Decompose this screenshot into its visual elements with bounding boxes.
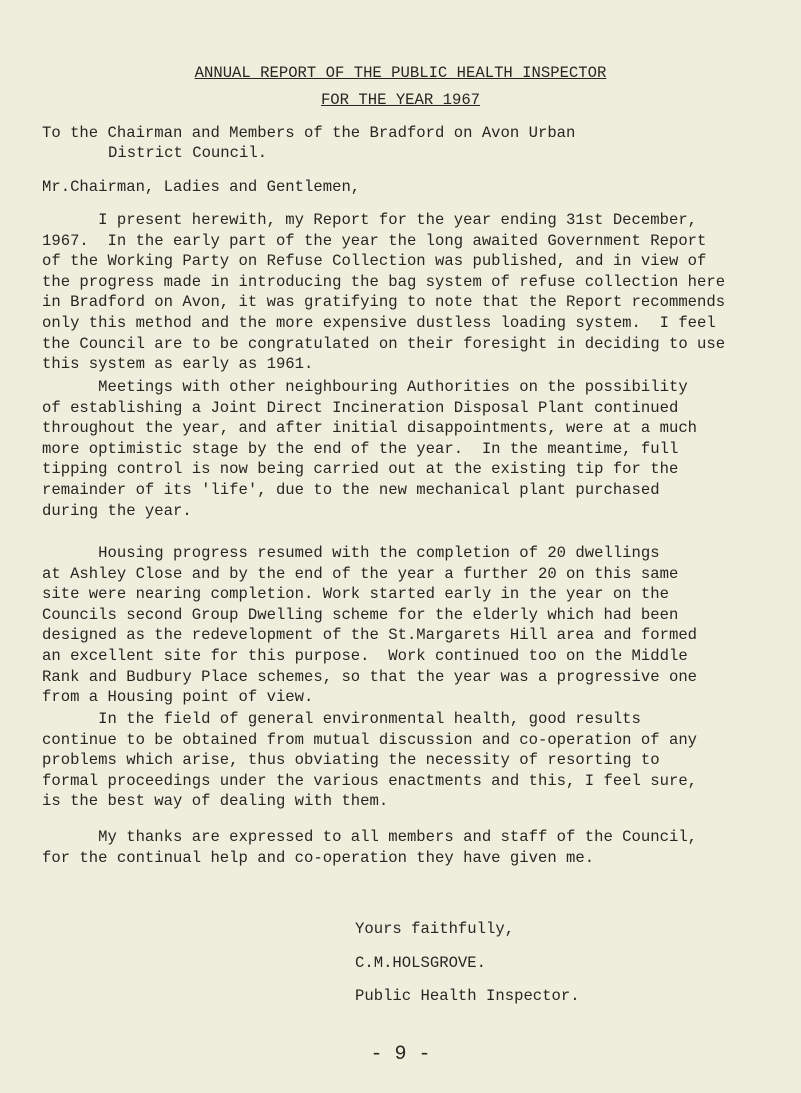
- paragraph-line: problems which arise, thus obviating the necessity of resorting to: [42, 751, 660, 770]
- paragraph-line: designed as the redevelopment of the St.Margarets Hill area and formed: [42, 626, 698, 645]
- paragraph-line: site were nearing completion. Work started early in the year on the: [42, 585, 669, 604]
- paragraph-line: more optimistic stage by the end of the year. In the meantime, full: [42, 439, 679, 458]
- paragraph-line: of the Working Party on Refuse Collection was published, and in view of: [42, 252, 707, 271]
- paragraph-line: Councils second Group Dwelling scheme for the elderly which had been: [42, 605, 679, 624]
- paragraph-line: in Bradford on Avon, it was gratifying to note that the Report recommends: [42, 293, 726, 312]
- paragraph-line: Meetings with other neighbouring Authorities on the possibility: [42, 378, 688, 396]
- paragraph-line: during the year.: [42, 501, 192, 520]
- paragraph-line: from a Housing point of view.: [42, 688, 314, 707]
- paragraph-line: the progress made in introducing the bag system of refuse collection here: [42, 272, 726, 291]
- paragraph-line: is the best way of dealing with them.: [42, 792, 389, 811]
- report-title: ANNUAL REPORT OF THE PUBLIC HEALTH INSPECTOR: [194, 64, 607, 82]
- report-subtitle: FOR THE YEAR 1967: [320, 91, 481, 109]
- role: Public Health Inspector.: [355, 987, 580, 1005]
- address-line: District Council.: [108, 144, 268, 162]
- paragraph-line: formal proceedings under the various enactments and this, I feel sure,: [42, 771, 698, 790]
- paragraph-line: the Council are to be congratulated on their foresight in deciding to use: [42, 334, 726, 353]
- paragraph-line: of establishing a Joint Direct Incineration Disposal Plant continued: [42, 398, 679, 417]
- paragraph-line: for the continual help and co-operation they have given me.: [42, 848, 595, 867]
- signature: C.M.HOLSGROVE.: [355, 954, 487, 972]
- address-line: To the Chairman and Members of the Bradford on Avon Urban: [42, 124, 576, 142]
- salutation: Mr.Chairman, Ladies and Gentlemen,: [42, 178, 361, 196]
- paragraph-line: at Ashley Close and by the end of the year a further 20 on this same: [42, 564, 679, 583]
- paragraph-line: Rank and Budbury Place schemes, so that the year was a progressive one: [42, 667, 698, 686]
- paragraph-line: only this method and the more expensive dustless loading system. I feel: [42, 314, 716, 332]
- paragraph-line: tipping control is now being carried out at the existing tip for the: [42, 460, 679, 479]
- paragraph-line: continue to be obtained from mutual discussion and co-operation of any: [42, 730, 698, 749]
- paragraph-line: remainder of its 'life', due to the new mechanical plant purchased: [42, 481, 660, 499]
- paragraph-line: In the field of general environmental health, good results: [42, 710, 641, 728]
- paragraph-line: an excellent site for this purpose. Work continued too on the Middle: [42, 647, 688, 665]
- paragraph-line: throughout the year, and after initial disappointments, were at a much: [42, 419, 698, 438]
- paragraph-line: My thanks are expressed to all members and staff of the Council,: [42, 828, 698, 846]
- closing: Yours faithfully,: [355, 920, 515, 938]
- paragraph-line: this system as early as 1961.: [42, 355, 314, 374]
- paragraph-line: Housing progress resumed with the completion of 20 dwellings: [42, 544, 660, 562]
- paragraph-line: 1967. In the early part of the year the long awaited Government Report: [42, 231, 707, 250]
- page-number: - 9 -: [370, 1043, 431, 1066]
- paragraph-line: I present herewith, my Report for the year ending 31st December,: [42, 211, 698, 229]
